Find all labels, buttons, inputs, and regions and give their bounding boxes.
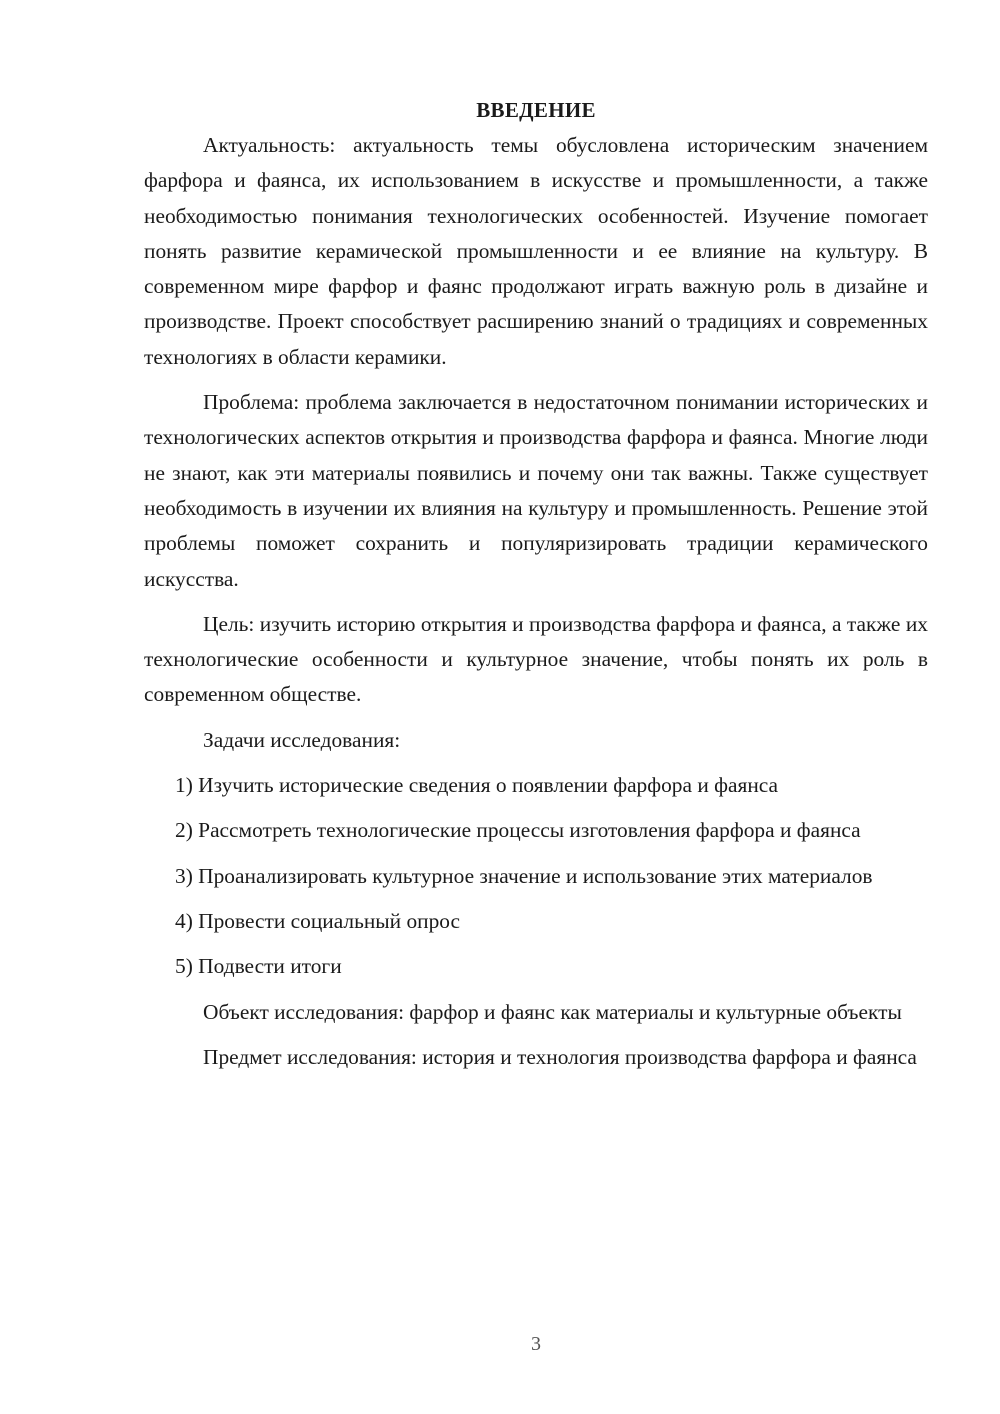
document-body — [144, 93, 928, 1075]
page-number: 3 — [531, 1333, 541, 1355]
task-item-5: 5) Подвести итоги — [175, 954, 342, 979]
task-item-4: 4) Провести социальный опрос — [175, 908, 461, 933]
task-item-2: 2) Рассмотреть технологические процессы изготовления фарфора и фаянса — [175, 818, 861, 843]
paragraph-problem: Проблема: проблема заключается в недостаточном понимании исторических и технологических аспектов открытия и производства фарфора и фаянса. Многие люди не знают, как эти материалы появились и почему они так важны. Также существует необходимость в изучении их влияния на культуру и промышленность. Решение этой проблемы поможет сохранить и популяризировать традиции керамического искусства. — [144, 390, 928, 591]
section-heading: ВВЕДЕНИЕ — [476, 98, 596, 122]
task-item-3: 3) Проанализировать культурное значение и использование этих материалов — [175, 863, 873, 888]
tasks-title: Задачи исследования: — [203, 727, 401, 752]
task-item-1: 1) Изучить исторические сведения о появлении фарфора и фаянса — [175, 773, 779, 798]
paragraph-goal: Цель: изучить историю открытия и производства фарфора и фаянса, а также их технологические особенности и культурное значение, чтобы понять их роль в современном обществе. — [144, 611, 928, 707]
paragraph-object: Объект исследования: фарфор и фаянс как материалы и культурные объекты — [203, 999, 902, 1024]
paragraph-relevance: Актуальность: актуальность темы обусловлена историческим значением фарфора и фаянса, их использованием в искусстве и промышленности, а также необходимостью понимания технологических особенностей. Изучение помогает понять развитие керамической промышленности и ее влияние на культуру. В современном мире фарфор и фаянс продолжают играть важную роль в дизайне и производстве. Проект способствует расширению знаний о традициях и современных технологиях в области керамики. — [144, 133, 928, 369]
paragraph-subject: Предмет исследования: история и технология производства фарфора и фаянса — [203, 1044, 917, 1069]
